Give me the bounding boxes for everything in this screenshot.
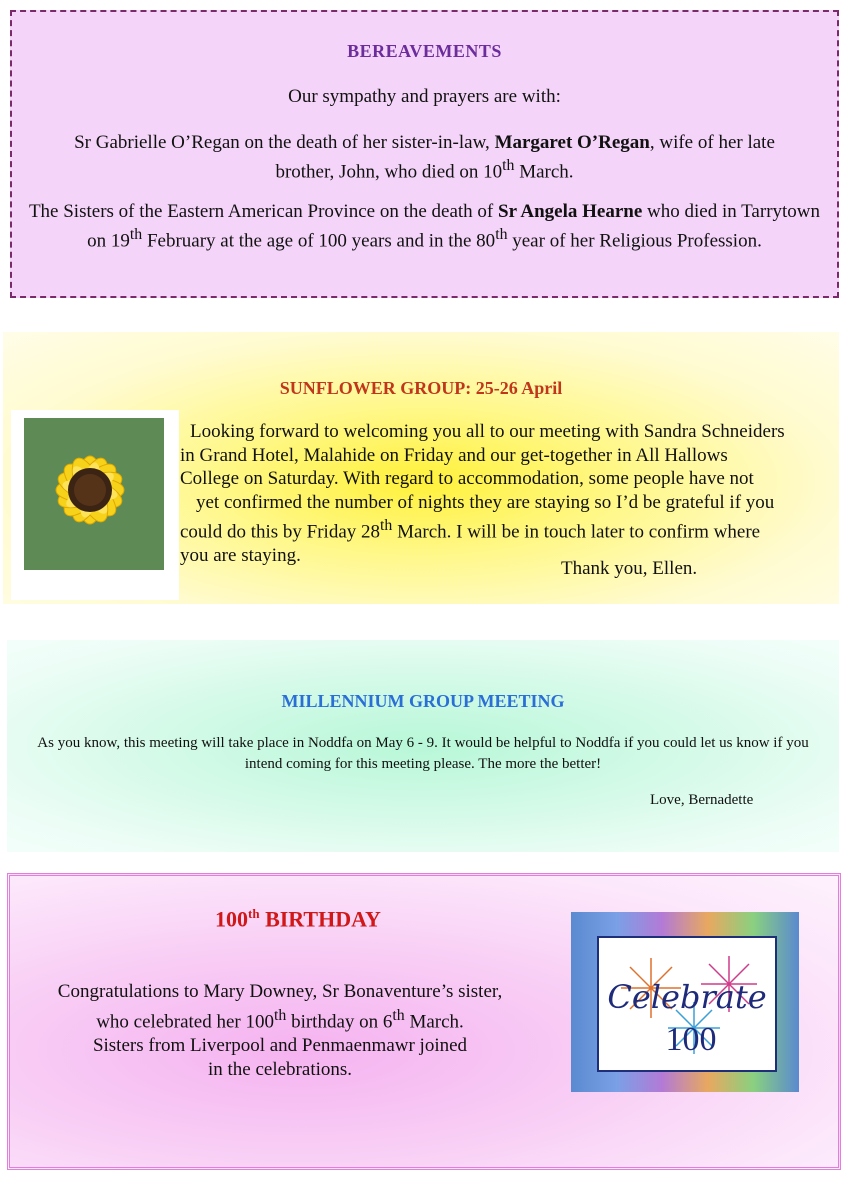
fireworks-icon bbox=[599, 938, 775, 1070]
birthday-section bbox=[7, 873, 841, 1170]
bereavements-section bbox=[10, 10, 839, 298]
millennium-signature: Love, Bernadette bbox=[650, 792, 754, 808]
birthday-heading: 100th BIRTHDAY bbox=[215, 906, 381, 932]
bereavements-paragraph-1: Sr Gabrielle O’Regan on the death of her sister-in-law, Margaret O’Regan, wife of her late brother, John, who died on 10th March. bbox=[74, 132, 775, 183]
celebrate-word: Celebrate bbox=[607, 978, 767, 1016]
bereavements-intro: Our sympathy and prayers are with: bbox=[288, 86, 561, 107]
sunflower-photo-frame bbox=[11, 410, 179, 600]
sunflower-photo bbox=[24, 418, 164, 570]
sunflower-signature: Thank you, Ellen. bbox=[561, 558, 698, 579]
birthday-body: Congratulations to Mary Downey, Sr Bonaventure’s sister, who celebrated her 100th birthday on 6th March. Sisters from Liverpool and Penmaenmawr joined in the celebrations. bbox=[57, 981, 503, 1081]
sunflower-icon bbox=[24, 418, 164, 570]
millennium-section bbox=[7, 640, 839, 852]
celebrate-number: 100 bbox=[665, 1021, 717, 1058]
sunflower-heading: SUNFLOWER GROUP: 25-26 April bbox=[279, 378, 563, 398]
millennium-body: As you know, this meeting will take place in Noddfa on May 6 - 9. It would be helpful to Noddfa if you could let us know if you intend coming for this meeting please. The more the better! bbox=[37, 735, 809, 772]
millennium-heading: MILLENNIUM GROUP MEETING bbox=[281, 691, 565, 711]
bereavements-heading: BEREAVEMENTS bbox=[347, 41, 502, 61]
celebrate-image bbox=[571, 912, 799, 1092]
sunflower-body: Looking forward to welcoming you all to our meeting with Sandra Schneiders in Grand Hotel, Malahide on Friday and our get-together in All Hallows College on Saturday. With regard to accommodation, some people have not yet confirmed the number of nights they are staying so I’d be grateful if you could do this by Friday 28th March. I will be in touch later to confirm where you are staying. bbox=[180, 421, 785, 566]
celebrate-card bbox=[597, 936, 777, 1072]
bereavements-paragraph-2: The Sisters of the Eastern American Province on the death of Sr Angela Hearne who died in Tarrytown on 19th February at the age of 100 years and in the 80th year of her Religious Profession. bbox=[28, 201, 821, 252]
sunflower-section bbox=[3, 332, 839, 604]
